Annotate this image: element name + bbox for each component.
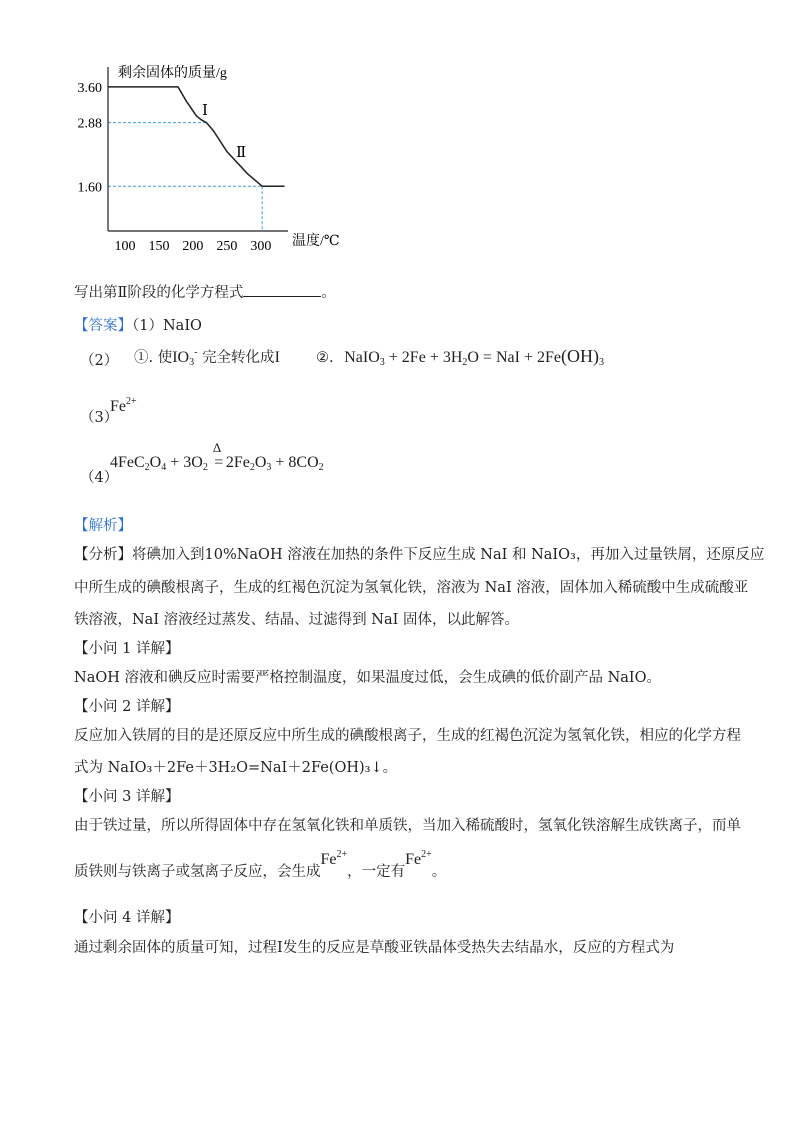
eq4-sub: 2 [318,462,324,473]
delta-symbol: Δ [212,440,222,455]
eq4-part: 4FeC [110,454,145,471]
analysis-line-3: 铁溶液，NaI 溶液经过蒸发、结晶、过滤得到 NaI 固体，以此解答。 [74,612,519,628]
answer-4-equation [110,440,324,473]
eq4-part: + 3O [166,454,203,471]
x-tick-label: 100 [114,239,136,254]
analysis-line-2: 中所生成的碘酸根离子，生成的红褐色沉淀为氢氧化铁，溶液为 NaI 溶液，固体加入稀硫酸中生成硫酸亚 [74,580,749,596]
fe-symbol: Fe [320,851,337,868]
iodate-ion [172,349,197,366]
x-tick-label: 200 [182,239,204,254]
answer-3-ion [110,396,137,416]
eq4-sub: 2 [144,462,150,473]
q3-text-line-2 [74,849,447,881]
fe2-ion [405,851,432,868]
equals-sign: = [214,454,224,471]
x-tick-label: 300 [250,239,272,254]
answer-1-text: NaIO [162,318,202,334]
iodate-sub: 3 [189,357,195,368]
question-prompt-text: 写出第Ⅱ阶段的化学方程式 [74,285,244,301]
fe2-ion [321,851,348,868]
answer-3-num: （3） [80,410,119,426]
reference-lines [108,123,262,231]
x-axis-label: 温度/℃ [292,234,340,249]
q3-text-a: 质铁则与铁离子或氢离子反应，会生成 [74,864,321,880]
answer-2-c2-prefix: ②. [316,350,334,366]
q2-text-line-1: 反应加入铁屑的目的是还原反应中所生成的碘酸根离子，生成的红褐色沉淀为氢氧化铁，相应的化学方程 [74,728,741,744]
stage-ii-label: Ⅱ [236,145,247,161]
eq4-sub: 2 [249,462,255,473]
question-prompt [74,281,336,302]
eq2-sub: 2 [462,357,468,368]
answer-1-num: （1） [132,318,163,334]
answer-2-num: （2） [80,353,119,369]
eq4-part: O [149,454,162,471]
q1-text: NaOH 溶液和碘反应时需要严格控制温度，如果温度过低，会生成碘的低价副产品 NaIO。 [74,670,662,686]
answer-line-1 [74,314,202,335]
q2-title: 【小问 2 详解】 [74,699,180,715]
q4-title: 【小问 4 详解】 [74,910,180,926]
iodate-base: IO [172,349,190,366]
x-tick-label: 150 [148,239,170,254]
answer-4-num: （4） [80,470,119,486]
eq4-part: O [254,454,267,471]
mass-temperature-chart [60,55,360,255]
answer-blank [243,284,321,297]
question-prompt-end: 。 [321,285,336,301]
fe-charge: 2+ [421,849,432,860]
fe-charge: 2+ [126,396,137,407]
fe-symbol: Fe [110,398,126,415]
eq2-sub: 3 [598,357,604,368]
q3-text-line-1: 由于铁过量，所以所得固体中存在氢氧化铁和单质铁，当加入稀硫酸时，氢氧化铁溶解生成铁离子，而单 [74,818,741,834]
x-tick-label: 250 [216,239,238,254]
eq2-part: (OH) [560,346,599,366]
eq4-sub: 2 [202,462,208,473]
stage-i-label: Ⅰ [202,103,208,119]
analysis-label: 【解析】 [74,518,132,534]
answer-2-c1-prefix: ①. 使 [134,350,173,366]
eq2-part: NaIO [344,349,380,366]
answer-2-equation [344,346,604,368]
eq2-part: O = NaI + 2Fe [467,349,561,366]
q2-text-line-2: 式为 NaIO₃＋2Fe＋3H₂O=NaI＋2Fe(OH)₃↓。 [74,760,398,776]
fe-symbol: Fe [405,851,422,868]
eq2-part: + 2Fe + 3H [384,349,463,366]
q4-text: 通过剩余固体的质量可知，过程Ⅰ发生的反应是草酸亚铁晶体受热失去结晶水，反应的方程式为 [74,940,675,956]
iodide-symbol: I [274,349,280,366]
y-axis-label: 剩余固体的质量/g [118,66,227,81]
q3-text-b: ，一定有 [347,864,406,880]
eq4-sub: 3 [266,462,272,473]
answer-2-choice-2 [316,346,604,368]
answer-2-c1-tail: 完全转化成 [202,350,275,366]
y-tick-label: 2.88 [77,116,102,132]
q3-text-c: 。 [431,864,447,880]
y-tick-label: 3.60 [77,80,102,96]
eq2-sub: 3 [379,357,385,368]
iodate-sup: - [194,347,198,358]
q1-title: 【小问 1 详解】 [74,641,180,657]
q3-title: 【小问 3 详解】 [74,789,180,805]
fe-charge: 2+ [336,849,348,860]
answer-label: 【答案】 [74,318,132,334]
analysis-line-1: 【分析】将碘加入到10%NaOH 溶液在加热的条件下反应生成 NaI 和 NaIO₃，再加入过量铁屑，还原反应 [74,547,765,563]
eq4-part: + 8CO [271,454,319,471]
heating-sign [212,440,226,472]
answer-2-choice-1 [134,346,280,368]
eq4-part: 2Fe [225,454,250,471]
data-series-line [108,87,285,186]
y-tick-label: 1.60 [77,180,102,196]
eq4-sub: 4 [161,462,167,473]
